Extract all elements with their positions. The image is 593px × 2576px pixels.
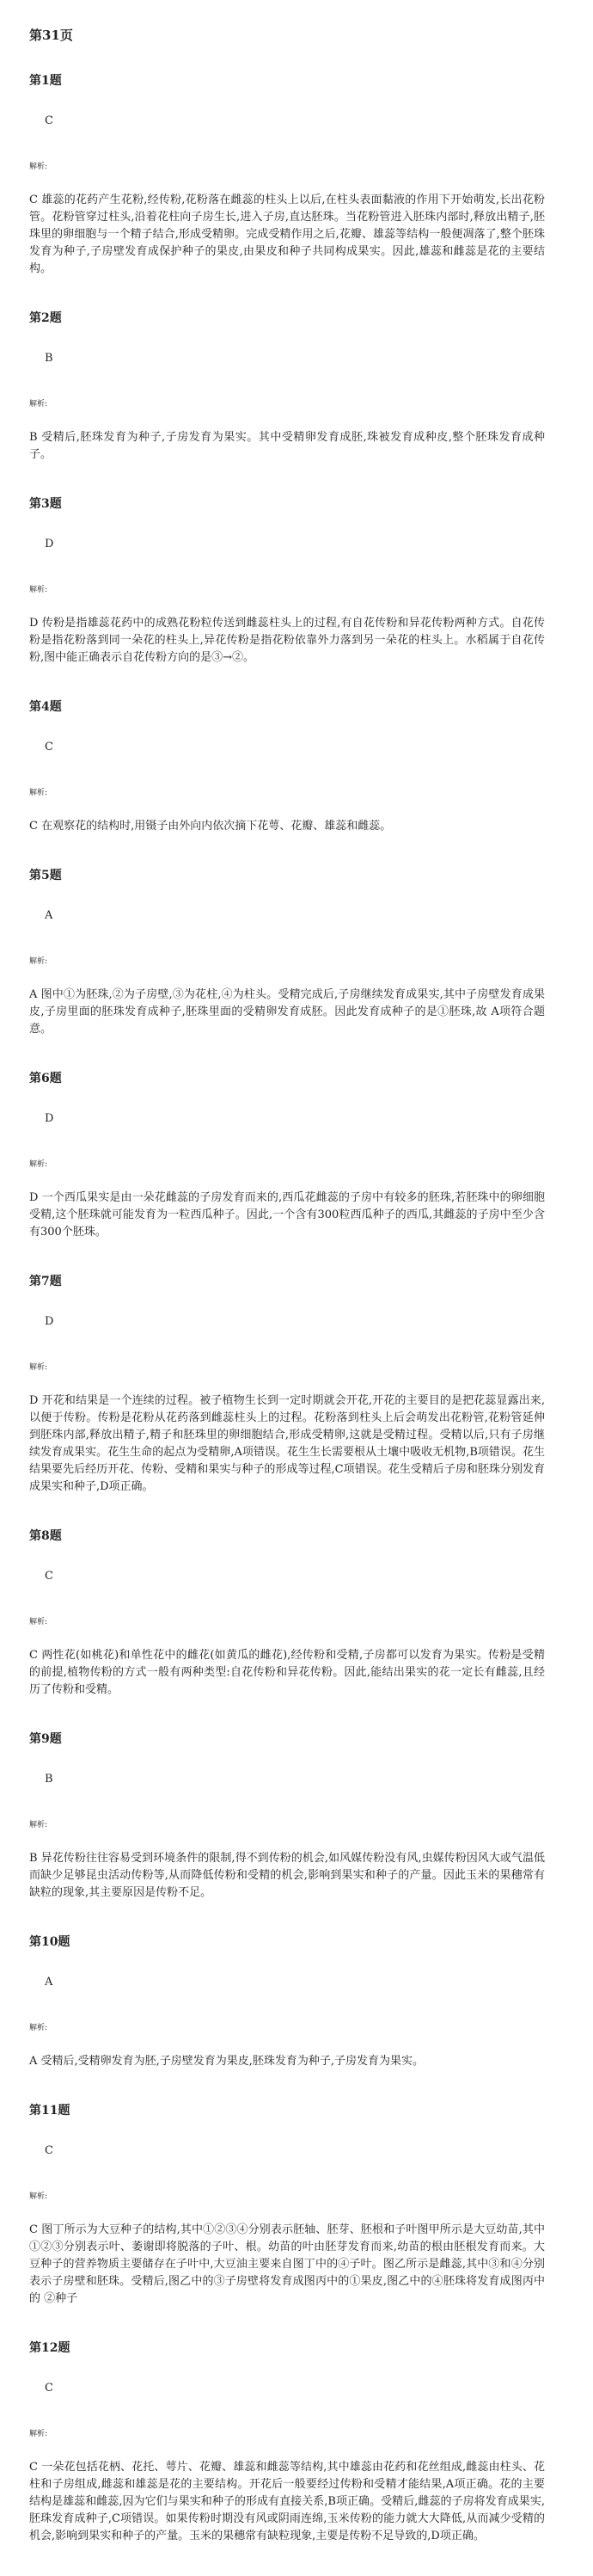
question-title: 第6题 [29, 1072, 62, 1085]
question-title: 第1题 [29, 74, 62, 88]
question-block [29, 1933, 564, 2070]
question-answer: C [45, 1570, 53, 1583]
question-block [29, 495, 564, 667]
question-block [29, 1272, 564, 1496]
question-title: 第4题 [29, 700, 62, 714]
analysis-text: B 受精后,胚珠发育为种子,子房发育为果实。其中受精卵发育成胚,珠被发育成种皮,整个胚珠发育成种子。 [29, 431, 545, 461]
question-title: 第8题 [29, 1529, 62, 1543]
question-title: 第12题 [29, 2341, 70, 2355]
question-answer: D [45, 1112, 54, 1125]
analysis-label: 解析: [29, 1821, 48, 1829]
analysis-label: 解析: [29, 789, 48, 797]
question-answer: A [45, 909, 53, 922]
analysis-text: D 传粉是指雄蕊花药中的成熟花粉粒传送到雌蕊柱头上的过程,有自花传粉和异花传粉两种方式。自花传粉是指花粉落到同一朵花的柱头上,异花传粉是指花粉依靠外力落到另一朵花的柱头上。水稻属于自花传粉,图中能正确表示自花传粉方向的是③→②。 [29, 617, 545, 664]
question-answer: B [45, 352, 53, 365]
question-title: 第11题 [29, 2104, 70, 2118]
analysis-label: 解析: [29, 2192, 48, 2201]
analysis-text: B 异花传粉往往容易受到环境条件的限制,得不到传粉的机会,如风媒传粉没有风,虫媒传粉因风大或气温低而缺少足够昆虫活动传粉等,从而降低传粉和受精的机会,影响到果实和种子的产量。因此玉米的果穗常有缺粒的现象,其主要原因是传粉不足。 [29, 1852, 545, 1899]
question-title: 第9题 [29, 1732, 62, 1746]
question-block [29, 2339, 564, 2545]
analysis-label: 解析: [29, 2430, 48, 2438]
question-title: 第7题 [29, 1275, 62, 1288]
analysis-label: 解析: [29, 957, 48, 966]
question-block [29, 698, 564, 835]
question-answer: A [45, 1976, 53, 1989]
question-title: 第3题 [29, 497, 62, 511]
question-answer: C [45, 2382, 53, 2395]
question-block [29, 866, 564, 1038]
question-block [29, 71, 564, 278]
question-answer: B [45, 1773, 53, 1786]
analysis-label: 解析: [29, 1363, 48, 1372]
analysis-text: C 两性花(如桃花)和单性花中的雌花(如黄瓜的雌花),经传粉和受精,子房都可以发育为果实。传粉是受精的前提,植物传粉的方式一般有两种类型:自花传粉和异花传粉。因此,能结出果实的花一定长有雌蕊,且经历了传粉和受精。 [29, 1649, 545, 1696]
analysis-text: A 受精后,受精卵发育为胚,子房壁发育为果皮,胚珠发育为种子,子房发育为果实。 [29, 2055, 425, 2068]
analysis-label: 解析: [29, 586, 48, 594]
question-block [29, 309, 564, 464]
question-block [29, 1069, 564, 1241]
analysis-text: C 一朵花包括花柄、花托、萼片、花瓣、雄蕊和雌蕊等结构,其中雄蕊由花药和花丝组成,雌蕊由柱头、花柱和子房组成,雌蕊和雄蕊是花的主要结构。开花后一般要经过传粉和受精才能结果,A项正确。花的主要结构是雄蕊和雌蕊,因为它们与果实和种子的形成有直接关系,B项正确。受精后,雌蕊的子房将发育成果实,胚珠发育成种子,C项错误。如果传粉时期没有风或阴雨连绵,玉米传粉的能力就大大降低,从而减少受精的机会,影响到果实和种子的产量。玉米的果穗常有缺粒现象,主要是传粉不足导致的,D项正确。 [29, 2461, 545, 2542]
question-block [29, 1527, 564, 1699]
question-list [29, 71, 564, 2545]
analysis-text: C 雄蕊的花药产生花粉,经传粉,花粉落在雌蕊的柱头上以后,在柱头表面黏液的作用下开始萌发,长出花粉管。花粉管穿过柱头,沿着花柱向子房生长,进入子房,直达胚珠。当花粉管进入胚珠内部时,释放出精子,胚珠里的卵细胞与一个精子结合,形成受精卵。完成受精作用之后,花瓣、雄蕊等结构一般便凋落了,整个胚珠发育为种子,子房壁发育成保护种子的果皮,由果皮和种子共同构成果实。因此,雄蕊和雌蕊是花的主要结构。 [29, 194, 545, 275]
question-title: 第5题 [29, 869, 62, 882]
question-block [29, 1730, 564, 1902]
question-answer: C [45, 741, 53, 753]
question-answer: D [45, 1315, 54, 1328]
analysis-label: 解析: [29, 163, 48, 171]
question-answer: D [45, 538, 54, 550]
question-answer: C [45, 114, 53, 127]
analysis-label: 解析: [29, 2024, 48, 2032]
analysis-label: 解析: [29, 1160, 48, 1169]
question-title: 第10题 [29, 1935, 70, 1949]
analysis-label: 解析: [29, 1618, 48, 1626]
analysis-text: D 一个西瓜果实是由一朵花雌蕊的子房发育而来的,西瓜花雌蕊的子房中有较多的胚珠,若胚珠中的卵细胞受精,这个胚珠就可能发育为一粒西瓜种子。因此,一个含有300粒西瓜种子的西瓜,其雌蕊的子房中至少含有300个胚珠。 [29, 1191, 545, 1239]
question-block [29, 2101, 564, 2308]
page-title: 第31页 [29, 28, 73, 43]
analysis-text: D 开花和结果是一个连续的过程。被子植物生长到一定时期就会开花,开花的主要目的是把花蕊显露出来,以便于传粉。传粉是花粉从花药落到雌蕊柱头上的过程。花粉落到柱头上后会萌发出花粉管,花粉管延伸到胚珠内部,释放出精子,精子和胚珠里的卵细胞结合,形成受精卵,这就是受精过程。受精以后,只有子房继续发育成果实。花生生命的起点为受精卵,A项错误。花生生长需要根从土壤中吸收无机物,B项错误。花生结果要先后经历开花、传粉、受精和果实与种子的形成等过程,C项错误。花生受精后子房和胚珠分别发育成果实和种子,D项正确。 [29, 1394, 545, 1493]
question-title: 第2题 [29, 311, 62, 325]
analysis-text: C 图丁所示为大豆种子的结构,其中①②③④分别表示胚轴、胚芽、胚根和子叶图甲所示是大豆幼苗,其中①②③分别表示叶、萎谢即将脱落的子叶、根。幼苗的叶由胚芽发育而来,幼苗的根由胚根发育而来。大豆种子的营养物质主要储存在子叶中,大豆油主要来自图丁中的④子叶。图乙所示是雌蕊,其中③和④分别表示子房壁和胚珠。受精后,图乙中的③子房壁将发育成图丙中的①果皮,图乙中的④胚珠将发育成图丙中的 ②种子 [29, 2223, 545, 2305]
analysis-label: 解析: [29, 400, 48, 409]
analysis-text: A 图中①为胚珠,②为子房壁,③为花柱,④为柱头。受精完成后,子房继续发育成果实,其中子房壁发育成果皮,子房里面的胚珠发育成种子,胚珠里面的受精卵发育成胚。因此发育成种子的是①胚珠,故 A项符合题意。 [29, 988, 545, 1036]
analysis-text: C 在观察花的结构时,用镊子由外向内依次摘下花萼、花瓣、雄蕊和雌蕊。 [29, 820, 392, 833]
question-answer: C [45, 2144, 53, 2157]
